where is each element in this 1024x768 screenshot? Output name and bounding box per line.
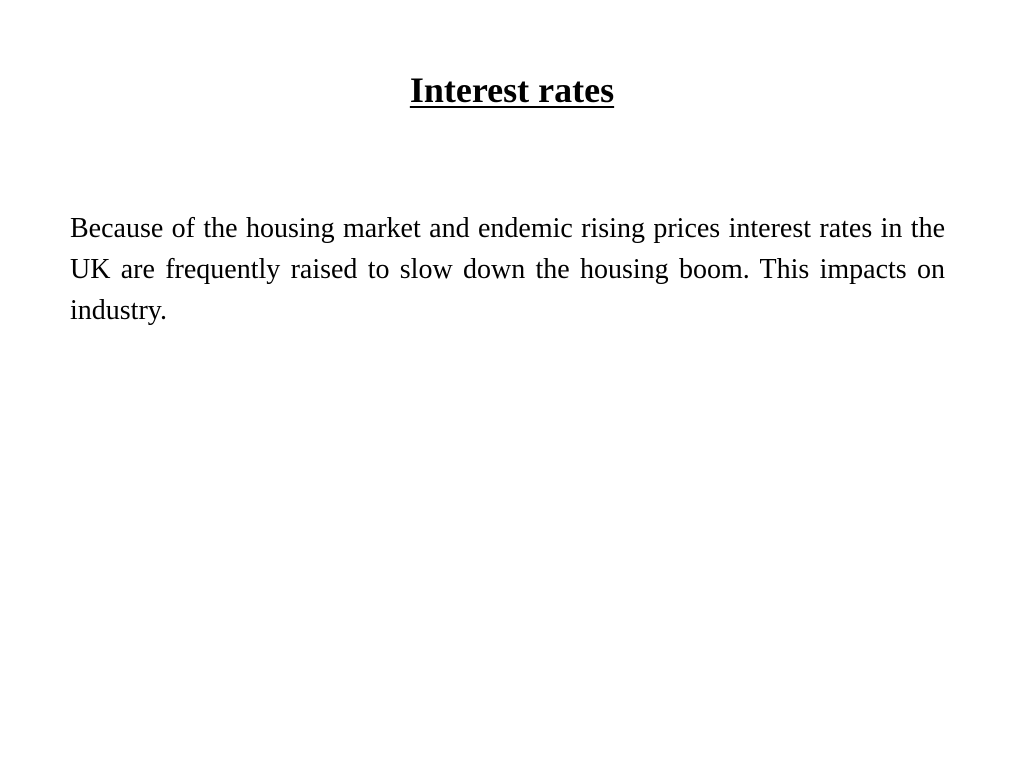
slide-body-text: Because of the housing market and endemic rising prices interest rates in the UK are frequently raised to slow down the housing boom. This impacts on industry.: [70, 213, 945, 326]
slide-title: Interest rates: [409, 70, 615, 110]
